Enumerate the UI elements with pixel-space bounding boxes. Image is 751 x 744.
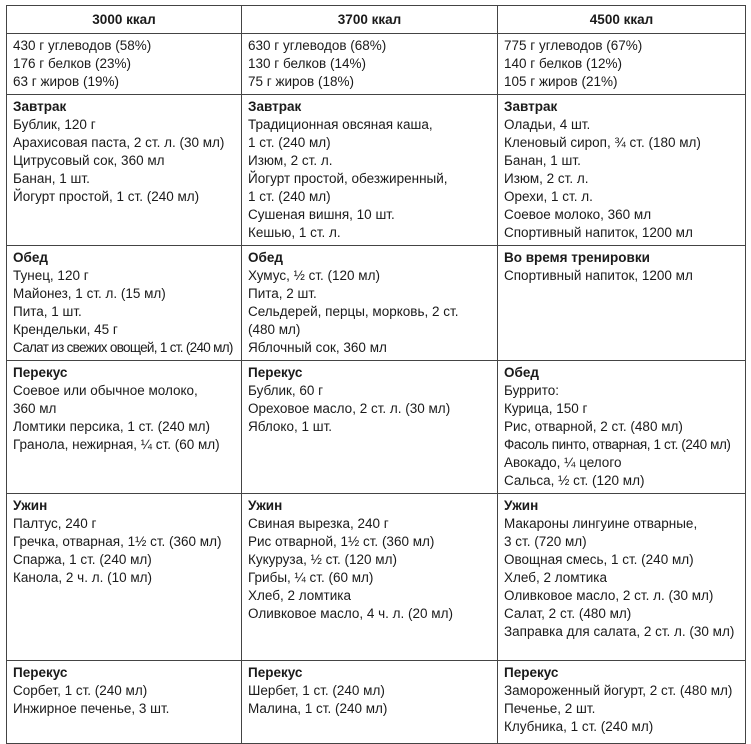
meal-line: Крендельки, 45 г: [13, 322, 118, 337]
meal-line: 775 г углеводов (67%): [504, 38, 643, 53]
meal-title: Перекус: [248, 365, 303, 380]
meal-line: Рис, отварной, 2 ст. (480 мл): [504, 419, 683, 434]
meal-title: Обед: [13, 250, 48, 265]
meal-line: Клубника, 1 ст. (240 мл): [504, 719, 654, 734]
meal-cell: [498, 95, 746, 246]
meal-line: Ореховое масло, 2 ст. л. (30 мл): [248, 401, 451, 416]
meal-line: Свиная вырезка, 240 г: [248, 516, 389, 531]
meal-line: 430 г углеводов (58%): [13, 38, 152, 53]
meal-cell: [498, 246, 746, 361]
meal-cell: [242, 95, 498, 246]
meal-line: Шербет, 1 ст. (240 мл): [248, 683, 385, 698]
meal-line: 140 г белков (12%): [504, 56, 622, 71]
meal-cell: [498, 494, 746, 661]
meal-line: Авокадо, ¼ целого: [504, 455, 622, 470]
meal-line: Арахисовая паста, 2 ст. л. (30 мл): [13, 135, 225, 150]
meal-line: Кукуруза, ½ ст. (120 мл): [248, 552, 397, 567]
meal-line: Банан, 1 шт.: [13, 171, 90, 186]
meal-line: Пита, 1 шт.: [13, 304, 82, 319]
meal-line: Грибы, ¼ ст. (60 мл): [248, 570, 374, 585]
meal-cell: [242, 34, 498, 95]
meal-row-breakfast: [7, 95, 746, 246]
column-header-3700: 3700 ккал: [242, 6, 498, 34]
meal-line: Гранола, нежирная, ¼ ст. (60 мл): [13, 437, 220, 452]
meal-cell: [7, 361, 242, 494]
column-header-3000: 3000 ккал: [7, 6, 242, 34]
meal-title: Перекус: [13, 365, 68, 380]
meal-line: Яблоко, 1 шт.: [248, 419, 333, 434]
meal-line: Канола, 2 ч. л. (10 мл): [13, 570, 153, 585]
meal-line: 75 г жиров (18%): [248, 74, 354, 89]
column-header-4500: 4500 ккал: [498, 6, 746, 34]
meal-cell: [7, 494, 242, 661]
meal-line: Соевое молоко, 360 мл: [504, 207, 652, 222]
meal-line: 1 ст. (240 мл): [248, 135, 331, 150]
meal-line: Овощная смесь, 1 ст. (240 мл): [504, 552, 694, 567]
meal-line: Салат, 2 ст. (480 мл): [504, 606, 632, 621]
meal-line: Ломтики персика, 1 ст. (240 мл): [13, 419, 211, 434]
meal-line: Хлеб, 2 ломтика: [248, 588, 351, 603]
meal-line: Буррито:: [504, 383, 560, 398]
meal-line: Рис отварной, 1½ ст. (360 мл): [248, 534, 435, 549]
meal-title: Обед: [504, 365, 539, 380]
meal-line: Хлеб, 2 ломтика: [504, 570, 607, 585]
meal-title: Ужин: [504, 498, 539, 513]
meal-line: Спаржа, 1 ст. (240 мл): [13, 552, 152, 567]
meal-line: Курица, 150 г: [504, 401, 588, 416]
meal-line: Фасоль пинто, отварная, 1 ст. (240 мл): [504, 437, 731, 452]
meal-cell: [242, 361, 498, 494]
meal-plan-table: [6, 5, 746, 744]
meal-line: Оладьи, 4 шт.: [504, 117, 591, 132]
meal-line: Инжирное печенье, 3 шт.: [13, 701, 170, 716]
meal-line: Макароны лингуине отварные,: [504, 516, 698, 531]
header-row: [7, 6, 746, 34]
meal-title: Во время тренировки: [504, 250, 650, 265]
meal-cell: [7, 661, 242, 744]
meal-line: Сальса, ½ ст. (120 мл): [504, 473, 645, 488]
meal-line: Изюм, 2 ст. л.: [504, 171, 589, 186]
meal-title: Завтрак: [248, 99, 302, 114]
meal-cell: [242, 661, 498, 744]
meal-line: Орехи, 1 ст. л.: [504, 189, 593, 204]
meal-line: 63 г жиров (19%): [13, 74, 119, 89]
meal-line: Бублик, 120 г: [13, 117, 96, 132]
meal-line: Спортивный напиток, 1200 мл: [504, 225, 693, 240]
meal-line: Банан, 1 шт.: [504, 153, 581, 168]
meal-line: Замороженный йогурт, 2 ст. (480 мл): [504, 683, 733, 698]
meal-line: 630 г углеводов (68%): [248, 38, 387, 53]
meal-line: 105 г жиров (21%): [504, 74, 618, 89]
meal-cell: [498, 661, 746, 744]
meal-row-dinner: [7, 494, 746, 661]
meal-title: Завтрак: [13, 99, 67, 114]
meal-line: Сушеная вишня, 10 шт.: [248, 207, 395, 222]
meal-line: Традиционная овсяная каша,: [248, 117, 433, 132]
meal-cell: [7, 95, 242, 246]
meal-line: 130 г белков (14%): [248, 56, 366, 71]
meal-cell: [7, 246, 242, 361]
meal-line: Бублик, 60 г: [248, 383, 324, 398]
meal-line: Малина, 1 ст. (240 мл): [248, 701, 388, 716]
meal-title: Перекус: [248, 665, 303, 680]
meal-line: Оливковое масло, 4 ч. л. (20 мл): [248, 606, 453, 621]
meal-line: Пита, 2 шт.: [248, 286, 317, 301]
meal-line: Хумус, ½ ст. (120 мл): [248, 268, 380, 283]
meal-line: Оливковое масло, 2 ст. л. (30 мл): [504, 588, 714, 603]
meal-cell: [242, 494, 498, 661]
meal-title: Завтрак: [504, 99, 558, 114]
meal-line: 360 мл: [13, 401, 57, 416]
meal-row-evening-snack: [7, 661, 746, 744]
meal-row-lunch: [7, 246, 746, 361]
meal-cell: [498, 361, 746, 494]
meal-cell: [7, 34, 242, 95]
meal-line: Спортивный напиток, 1200 мл: [504, 268, 693, 283]
meal-title: Перекус: [13, 665, 68, 680]
meal-row-snack: [7, 361, 746, 494]
meal-line: Гречка, отварная, 1½ ст. (360 мл): [13, 534, 222, 549]
meal-line: Майонез, 1 ст. л. (15 мл): [13, 286, 166, 301]
meal-line: (480 мл): [248, 322, 301, 337]
meal-line: 176 г белков (23%): [13, 56, 131, 71]
meal-title: Перекус: [504, 665, 559, 680]
meal-title: Ужин: [248, 498, 283, 513]
meal-line: Йогурт простой, обезжиренный,: [248, 171, 448, 186]
meal-line: Кленовый сироп, ¾ ст. (180 мл): [504, 135, 701, 150]
meal-cell: [242, 246, 498, 361]
meal-line: Заправка для салата, 2 ст. л. (30 мл): [504, 624, 735, 639]
meal-line: Яблочный сок, 360 мл: [248, 340, 387, 355]
meal-line: Палтус, 240 г: [13, 516, 97, 531]
meal-line: 1 ст. (240 мл): [248, 189, 331, 204]
meal-line: Печенье, 2 шт.: [504, 701, 596, 716]
meal-line: Йогурт простой, 1 ст. (240 мл): [13, 189, 200, 204]
meal-line: Кешью, 1 ст. л.: [248, 225, 341, 240]
meal-title: Ужин: [13, 498, 48, 513]
meal-line: Сельдерей, перцы, морковь, 2 ст.: [248, 304, 459, 319]
meal-line: Цитрусовый сок, 360 мл: [13, 153, 165, 168]
meal-cell: [498, 34, 746, 95]
meal-line: 3 ст. (720 мл): [504, 534, 587, 549]
meal-line: Соевое или обычное молоко,: [13, 383, 198, 398]
meal-line: Салат из свежих овощей, 1 ст. (240 мл): [13, 340, 233, 355]
meal-line: Сорбет, 1 ст. (240 мл): [13, 683, 148, 698]
meal-line: Тунец, 120 г: [13, 268, 89, 283]
meal-row-macros: [7, 34, 746, 95]
meal-title: Обед: [248, 250, 283, 265]
meal-line: Изюм, 2 ст. л.: [248, 153, 333, 168]
